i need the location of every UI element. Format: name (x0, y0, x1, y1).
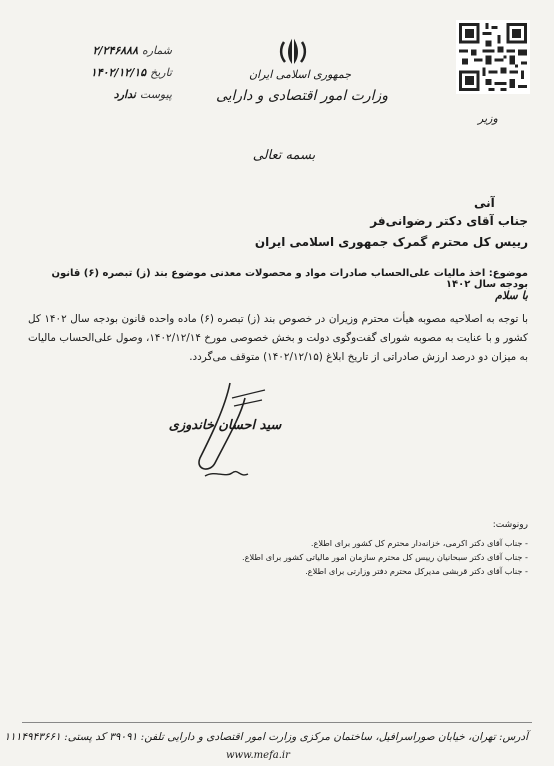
number-value: ۲/۲۴۶۸۸۸ (92, 44, 138, 57)
footer-divider (22, 722, 532, 723)
footer-website[interactable]: www.mefa.ir (226, 750, 290, 761)
number-label: شماره (141, 44, 172, 57)
letter-date (22, 66, 172, 79)
cc-item: - جناب آقای دکتر اکرمی، خزانه‌دار محترم کل کشور برای اطلاع. (310, 538, 528, 548)
letter-number (22, 44, 172, 57)
iran-emblem-icon (276, 34, 310, 68)
salutation: با سلام (495, 289, 528, 302)
letter-attachment (22, 88, 172, 101)
recipient-name: جناب آقای دکتر رضوانی‌فر (370, 214, 528, 228)
minister-label: وزیر (478, 112, 498, 125)
cc-title: رونوشت: (492, 520, 528, 530)
qr-code-icon (456, 20, 530, 94)
attachment-value: ندارد (113, 88, 136, 101)
attachment-label: پیوست (139, 88, 172, 101)
gov-name: جمهوری اسلامی ایران (248, 68, 352, 81)
recipient-title: رییس کل محترم گمرک جمهوری اسلامی ایران (254, 235, 528, 249)
cc-item: - جناب آقای دکتر قربشی مدیرکل محترم دفتر وزارتی برای اطلاع. (305, 566, 528, 576)
ministry-name: وزارت امور اقتصادی و دارایی (215, 88, 389, 104)
signatory-name: سید احسان خاندوزی (168, 418, 282, 433)
letter-body: با توجه به اصلاحیه مصوبه هیأت محترم وزیران در خصوص بند (ز) تبصره (۶) ماده واحده قانون بودجه سال ۱۴۰۲ کل کشور و با عنایت به مصوبه شورای گفت‌وگوی دولت و بخش خصوصی مورخ ۱۴۰۲/۱۲/۱۴، وصول علی‌الحساب مالیات به میزان دو درصد ارزش صادراتی از تاریخ ابلاغ (۱۴۰۲/۱۲/۱۵) متوقف می‌گردد. (28, 313, 529, 363)
handwritten-signature-icon (170, 378, 290, 488)
date-label: تاریخ (150, 66, 172, 79)
date-value: ۱۴۰۲/۱۲/۱۵ (90, 66, 147, 79)
bismillah: بسمه تعالی (252, 148, 316, 163)
urgency-badge: آنی (474, 196, 495, 210)
cc-item: - جناب آقای دکتر سبحانیان رییس کل محترم سازمان امور مالیاتی کشور برای اطلاع. (242, 552, 528, 562)
letter-subject: موضوع: اخذ مالیات علی‌الحساب صادرات مواد و محصولات معدنی موضوع بند (ز) تبصره (۶) قانون بودجه سال ۱۴۰۲ (51, 268, 528, 290)
footer-address: آدرس: تهران، خیابان صوراسرافیل، ساختمان مرکزی وزارت امور اقتصادی و دارایی تلفن: ۳۹۰۹۱ کد پستی: ۱۱۱۴۹۴۳۶۶۱ (4, 731, 528, 743)
